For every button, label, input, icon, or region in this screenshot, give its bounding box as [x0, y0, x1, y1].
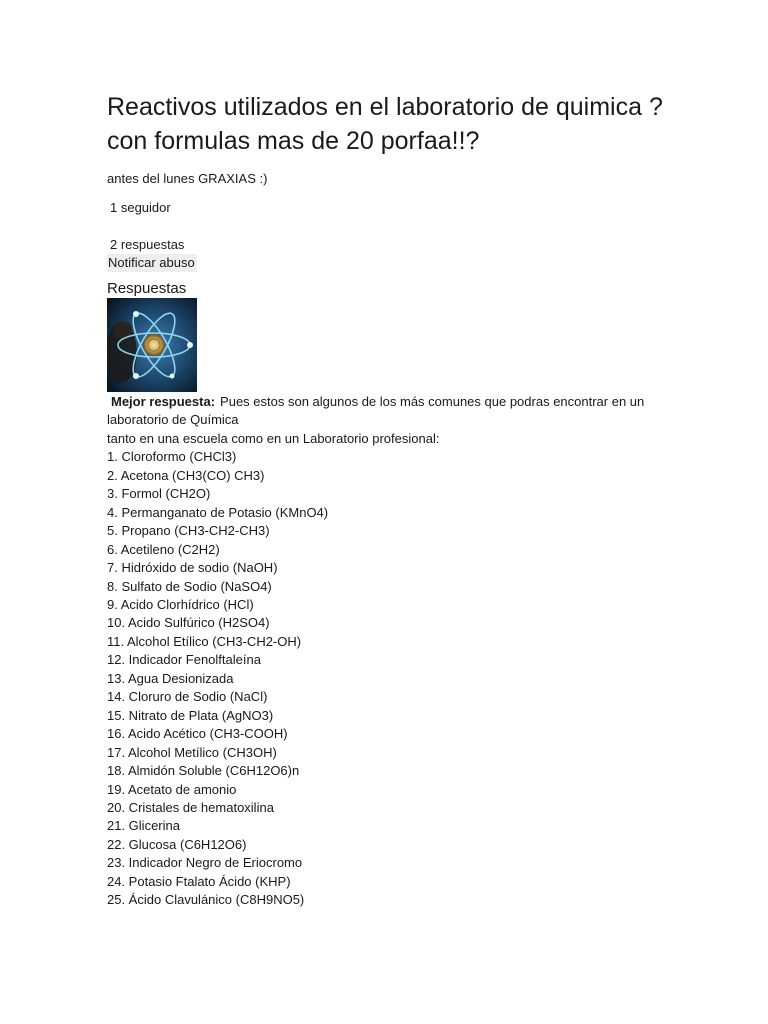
answers-heading: Respuestas	[107, 280, 187, 297]
list-item: 21. Glicerina	[107, 818, 180, 834]
atom-avatar-image	[107, 298, 197, 392]
list-item: 9. Acido Clorhídrico (HCl)	[107, 596, 254, 612]
answer-count: 2 respuestas	[110, 237, 185, 252]
list-item: 23. Indicador Negro de Eriocromo	[107, 855, 303, 871]
question-body: antes del lunes GRAXIAS :)	[107, 171, 268, 186]
best-answer-intro: Pues estos son algunos de los más comunes que podras encontrar en un	[220, 394, 645, 409]
best-answer	[107, 393, 667, 910]
list-item: 4. Permanganato de Potasio (KMnO4)	[107, 504, 329, 520]
list-item: 2. Acetona (CH3(CO) CH3)	[107, 467, 265, 483]
list-item: 8. Sulfato de Sodio (NaSO4)	[107, 578, 272, 594]
list-item: 16. Acido Acético (CH3-COOH)	[107, 726, 288, 742]
followers-count[interactable]: 1 seguidor	[110, 200, 171, 215]
list-item: 17. Alcohol Metílico (CH3OH)	[107, 744, 277, 760]
best-answer-context: tanto en una escuela como en un Laboratorio profesional:	[107, 430, 440, 446]
list-item: 25. Ácido Clavulánico (C8H9NO5)	[107, 892, 305, 908]
list-item: 12. Indicador Fenolftaleína	[107, 652, 261, 668]
report-abuse-link[interactable]: Notificar abuso	[108, 255, 195, 270]
question-title: Reactivos utilizados en el laboratorio de quimica ? con formulas mas de 20 porfaa!!?	[107, 93, 663, 155]
list-item: 1. Cloroformo (CHCl3)	[107, 449, 237, 465]
best-answer-intro-continued: laboratorio de Química	[107, 412, 239, 428]
list-item: 3. Formol (CH2O)	[107, 486, 211, 502]
list-item: 15. Nitrato de Plata (AgNO3)	[107, 707, 274, 723]
list-item: 6. Acetileno (C2H2)	[107, 541, 220, 557]
list-item: 11. Alcohol Etílico (CH3-CH2-OH)	[107, 633, 302, 649]
list-item: 18. Almidón Soluble (C6H12O6)n	[107, 763, 300, 779]
list-item: 22. Glucosa (C6H12O6)	[107, 836, 247, 852]
list-item: 19. Acetato de amonio	[107, 781, 237, 797]
list-item: 20. Cristales de hematoxilina	[107, 799, 274, 815]
best-answer-label: Mejor respuesta:	[111, 394, 216, 409]
list-item: 14. Cloruro de Sodio (NaCl)	[107, 689, 268, 705]
list-item: 13. Agua Desionizada	[107, 670, 234, 686]
list-item: 7. Hidróxido de sodio (NaOH)	[107, 560, 278, 576]
reagent-list	[107, 448, 667, 909]
answerer-avatar[interactable]	[107, 298, 197, 392]
list-item: 5. Propano (CH3-CH2-CH3)	[107, 523, 270, 539]
list-item: 24. Potasio Ftalato Ácido (KHP)	[107, 873, 291, 889]
list-item: 10. Acido Sulfúrico (H2SO4)	[107, 615, 270, 631]
best-answer-intro-line	[107, 393, 667, 411]
